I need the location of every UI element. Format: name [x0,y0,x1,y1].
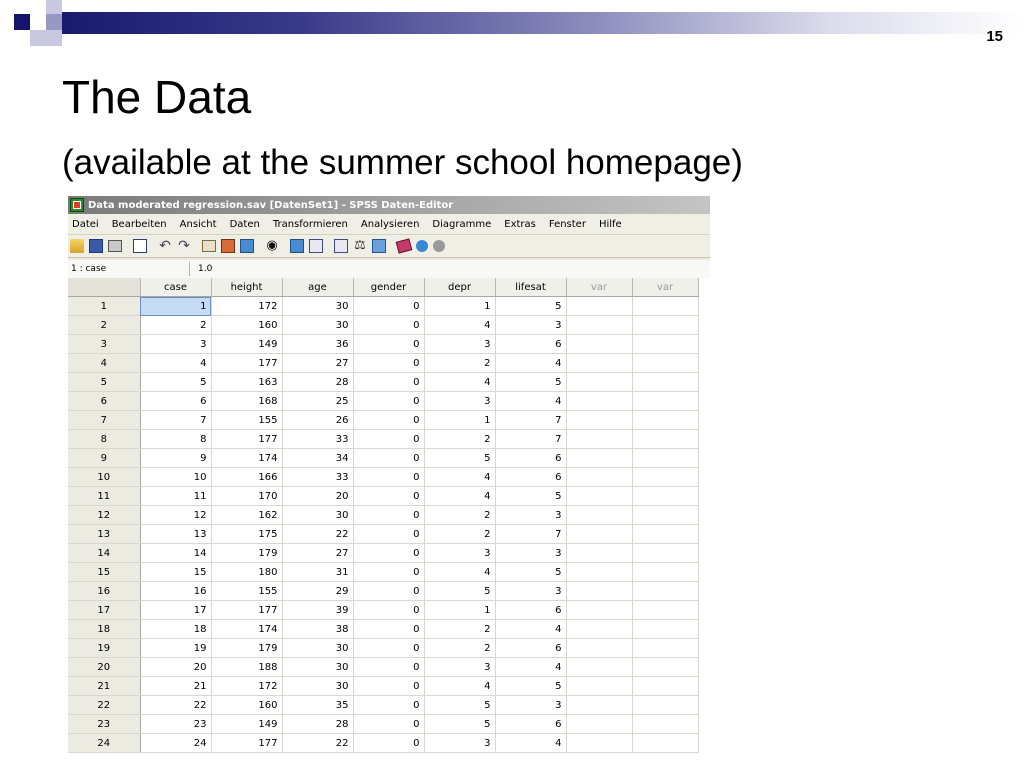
save-icon[interactable] [89,239,103,253]
data-cell[interactable]: 18 [140,620,211,639]
column-header-var[interactable]: var [632,278,698,297]
empty-var-cell[interactable] [632,468,698,487]
variables-icon[interactable] [221,239,235,253]
data-cell[interactable]: 27 [282,544,353,563]
data-cell[interactable]: 4 [140,354,211,373]
use-sets-icon[interactable] [396,238,413,253]
open-icon[interactable] [70,239,84,253]
data-cell[interactable]: 0 [353,316,424,335]
empty-var-cell[interactable] [632,354,698,373]
data-cell[interactable]: 5 [495,487,566,506]
data-cell[interactable]: 22 [140,696,211,715]
row-header[interactable]: 9 [68,449,140,468]
empty-var-cell[interactable] [566,487,632,506]
column-header-var[interactable]: var [566,278,632,297]
row-header[interactable]: 22 [68,696,140,715]
decor-square [46,30,62,46]
data-cell[interactable]: 7 [495,411,566,430]
menu-transformieren[interactable]: Transformieren [272,218,348,230]
data-cell[interactable]: 160 [211,316,282,335]
print-icon[interactable] [108,240,122,252]
row-header[interactable]: 16 [68,582,140,601]
data-cell[interactable]: 0 [353,449,424,468]
menu-hilfe[interactable]: Hilfe [598,218,622,230]
show-all-icon[interactable] [416,240,428,252]
column-header-age[interactable]: age [282,278,353,297]
split-file-icon[interactable] [309,239,323,253]
goto-case-icon[interactable] [202,240,216,252]
table-row [68,354,698,373]
empty-var-cell[interactable] [566,506,632,525]
data-cell[interactable]: 4 [424,487,495,506]
empty-var-cell[interactable] [566,677,632,696]
data-cell[interactable]: 3 [495,582,566,601]
row-header[interactable]: 21 [68,677,140,696]
row-header[interactable]: 15 [68,563,140,582]
column-header-row [68,278,698,297]
menu-diagramme[interactable]: Diagramme [432,218,492,230]
data-cell[interactable]: 0 [353,658,424,677]
column-header-case[interactable]: case [140,278,211,297]
empty-var-cell[interactable] [632,316,698,335]
data-cell[interactable]: 4 [495,392,566,411]
empty-var-cell[interactable] [632,677,698,696]
data-cell[interactable]: 0 [353,411,424,430]
table-row [68,715,698,734]
data-cell[interactable]: 4 [424,316,495,335]
data-cell[interactable]: 6 [495,335,566,354]
empty-var-cell[interactable] [632,715,698,734]
empty-var-cell[interactable] [566,658,632,677]
empty-var-cell[interactable] [566,392,632,411]
column-header-depr[interactable]: depr [424,278,495,297]
menu-bar [68,214,710,235]
data-cell[interactable]: 9 [140,449,211,468]
empty-var-cell[interactable] [632,430,698,449]
data-cell[interactable]: 0 [353,734,424,753]
data-cell[interactable]: 5 [424,582,495,601]
empty-var-cell[interactable] [632,563,698,582]
data-cell[interactable]: 0 [353,715,424,734]
data-cell[interactable]: 5 [495,563,566,582]
data-cell[interactable]: 174 [211,620,282,639]
data-cell[interactable]: 0 [353,620,424,639]
data-cell[interactable]: 3 [495,506,566,525]
data-cell[interactable]: 155 [211,582,282,601]
table-row [68,335,698,354]
data-cell[interactable]: 3 [424,392,495,411]
data-cell[interactable]: 30 [282,316,353,335]
data-cell[interactable]: 179 [211,544,282,563]
data-cell[interactable]: 2 [424,354,495,373]
data-cell[interactable]: 188 [211,658,282,677]
data-cell[interactable]: 6 [140,392,211,411]
empty-var-cell[interactable] [566,297,632,316]
table-row [68,734,698,753]
data-cell[interactable]: 20 [282,487,353,506]
empty-var-cell[interactable] [632,392,698,411]
data-cell[interactable]: 166 [211,468,282,487]
empty-var-cell[interactable] [566,601,632,620]
data-cell[interactable]: 17 [140,601,211,620]
menu-ansicht[interactable]: Ansicht [179,218,217,230]
row-header[interactable]: 19 [68,639,140,658]
empty-var-cell[interactable] [632,696,698,715]
data-cell[interactable]: 14 [140,544,211,563]
empty-var-cell[interactable] [566,639,632,658]
data-cell[interactable]: 30 [282,639,353,658]
data-cell[interactable]: 6 [495,601,566,620]
data-cell[interactable]: 6 [495,639,566,658]
data-cell[interactable]: 29 [282,582,353,601]
row-header[interactable]: 2 [68,316,140,335]
data-cell[interactable]: 3 [424,544,495,563]
data-cell[interactable]: 27 [282,354,353,373]
empty-var-cell[interactable] [566,373,632,392]
data-cell[interactable]: 28 [282,373,353,392]
column-header-lifesat[interactable]: lifesat [495,278,566,297]
dialog-recall-icon[interactable] [133,239,147,253]
row-header[interactable]: 3 [68,335,140,354]
data-cell[interactable]: 4 [424,563,495,582]
data-cell[interactable]: 36 [282,335,353,354]
data-cell[interactable]: 0 [353,354,424,373]
data-cell[interactable]: 0 [353,544,424,563]
data-cell[interactable]: 4 [495,354,566,373]
empty-var-cell[interactable] [632,639,698,658]
find-icon[interactable]: ◉ [266,238,278,253]
empty-var-cell[interactable] [566,468,632,487]
data-cell[interactable]: 5 [424,715,495,734]
row-header[interactable]: 8 [68,430,140,449]
column-header-height[interactable]: height [211,278,282,297]
empty-var-cell[interactable] [566,411,632,430]
data-cell[interactable]: 38 [282,620,353,639]
data-cell[interactable]: 0 [353,392,424,411]
data-cell[interactable]: 175 [211,525,282,544]
data-cell[interactable]: 0 [353,373,424,392]
show-all-variables-icon[interactable] [433,240,445,252]
data-cell[interactable]: 0 [353,563,424,582]
data-cell[interactable]: 30 [282,677,353,696]
data-cell[interactable]: 19 [140,639,211,658]
row-header[interactable]: 14 [68,544,140,563]
data-cell[interactable]: 172 [211,677,282,696]
table-row [68,297,698,316]
data-cell[interactable]: 1 [140,297,211,316]
empty-var-cell[interactable] [566,430,632,449]
empty-var-cell[interactable] [566,335,632,354]
data-cell[interactable]: 23 [140,715,211,734]
table-row [68,430,698,449]
data-cell[interactable]: 0 [353,297,424,316]
data-cell[interactable]: 0 [353,696,424,715]
table-row [68,544,698,563]
data-cell[interactable]: 3 [424,734,495,753]
empty-var-cell[interactable] [566,544,632,563]
menu-bearbeiten[interactable]: Bearbeiten [111,218,167,230]
data-cell[interactable]: 4 [424,373,495,392]
data-cell[interactable]: 31 [282,563,353,582]
empty-var-cell[interactable] [632,335,698,354]
data-cell[interactable]: 2 [140,316,211,335]
data-cell[interactable]: 6 [495,449,566,468]
data-cell[interactable]: 7 [495,525,566,544]
data-cell[interactable]: 174 [211,449,282,468]
data-cell[interactable]: 28 [282,715,353,734]
row-header[interactable]: 17 [68,601,140,620]
empty-var-cell[interactable] [566,525,632,544]
table-row [68,392,698,411]
spss-app-icon [70,198,84,212]
data-cell[interactable]: 149 [211,715,282,734]
data-cell[interactable]: 20 [140,658,211,677]
data-cell[interactable]: 7 [495,430,566,449]
data-cell[interactable]: 6 [495,715,566,734]
data-cell[interactable]: 2 [424,506,495,525]
data-cell[interactable]: 4 [424,677,495,696]
row-header[interactable]: 1 [68,297,140,316]
data-cell[interactable]: 12 [140,506,211,525]
data-cell[interactable]: 15 [140,563,211,582]
data-cell[interactable]: 39 [282,601,353,620]
data-cell[interactable]: 3 [495,316,566,335]
window-title: Data moderated regression.sav [DatenSet1] - SPSS Daten-Editor [88,199,454,211]
undo-icon[interactable]: ↶ [159,238,171,254]
data-grid [68,278,710,768]
cell-reference: 1 : case [68,262,190,276]
column-header-gender[interactable]: gender [353,278,424,297]
data-cell[interactable]: 0 [353,677,424,696]
data-cell[interactable]: 5 [424,696,495,715]
spss-data-editor-window [68,196,710,768]
weight-cases-icon[interactable] [334,239,348,253]
table-row [68,658,698,677]
empty-var-cell[interactable] [566,620,632,639]
data-cell[interactable]: 34 [282,449,353,468]
row-header[interactable]: 24 [68,734,140,753]
data-cell[interactable]: 4 [495,734,566,753]
data-cell[interactable]: 172 [211,297,282,316]
menu-fenster[interactable]: Fenster [548,218,586,230]
data-cell[interactable]: 25 [282,392,353,411]
data-cell[interactable]: 3 [424,335,495,354]
data-cell[interactable]: 180 [211,563,282,582]
data-cell[interactable]: 0 [353,601,424,620]
data-cell[interactable]: 33 [282,468,353,487]
empty-var-cell[interactable] [632,658,698,677]
data-cell[interactable]: 2 [424,430,495,449]
window-titlebar[interactable] [68,196,710,214]
data-cell[interactable]: 35 [282,696,353,715]
select-cases-icon[interactable]: ⚖ [354,238,366,253]
row-header[interactable]: 18 [68,620,140,639]
data-cell[interactable]: 4 [495,620,566,639]
data-cell[interactable]: 0 [353,430,424,449]
empty-var-cell[interactable] [632,449,698,468]
data-cell[interactable]: 7 [140,411,211,430]
data-cell[interactable]: 13 [140,525,211,544]
data-cell[interactable]: 0 [353,582,424,601]
table-row [68,449,698,468]
data-cell[interactable]: 0 [353,639,424,658]
table-row [68,696,698,715]
row-header[interactable]: 23 [68,715,140,734]
data-cell[interactable]: 0 [353,487,424,506]
data-cell[interactable]: 2 [424,639,495,658]
data-cell[interactable]: 0 [353,525,424,544]
row-header[interactable]: 6 [68,392,140,411]
table-row [68,639,698,658]
data-cell[interactable]: 22 [282,525,353,544]
value-labels-icon[interactable] [372,239,386,253]
empty-var-cell[interactable] [566,715,632,734]
cell-editor-bar [68,260,710,279]
data-cell[interactable]: 30 [282,297,353,316]
data-cell[interactable]: 5 [495,373,566,392]
empty-var-cell[interactable] [632,373,698,392]
data-cell[interactable]: 179 [211,639,282,658]
data-cell[interactable]: 0 [353,335,424,354]
menu-analysieren[interactable]: Analysieren [360,218,420,230]
toolbar [68,235,710,258]
table-row [68,487,698,506]
data-cell[interactable]: 1 [424,411,495,430]
data-cell[interactable]: 0 [353,468,424,487]
slide-subtitle: (available at the summer school homepage) [62,143,743,182]
data-cell[interactable]: 3 [495,696,566,715]
data-cell[interactable]: 26 [282,411,353,430]
data-cell[interactable]: 30 [282,506,353,525]
data-cell[interactable]: 5 [140,373,211,392]
data-table [68,278,699,753]
table-row [68,373,698,392]
empty-var-cell[interactable] [632,544,698,563]
insert-variable-icon[interactable] [290,239,304,253]
empty-var-cell[interactable] [632,582,698,601]
data-cell[interactable]: 1 [424,601,495,620]
data-cell[interactable]: 5 [495,677,566,696]
empty-var-cell[interactable] [566,563,632,582]
data-cell[interactable]: 3 [424,658,495,677]
empty-var-cell[interactable] [566,316,632,335]
data-cell[interactable]: 6 [495,468,566,487]
empty-var-cell[interactable] [632,411,698,430]
empty-var-cell[interactable] [566,354,632,373]
data-cell[interactable]: 33 [282,430,353,449]
data-cell[interactable]: 177 [211,430,282,449]
menu-datei[interactable]: Datei [72,218,99,230]
decor-square [30,30,46,46]
corner-cell[interactable] [68,278,140,297]
data-cell[interactable]: 2 [424,525,495,544]
table-row [68,582,698,601]
table-row [68,620,698,639]
decor-square [46,14,62,30]
data-cell[interactable]: 1 [424,297,495,316]
data-cell[interactable]: 3 [495,544,566,563]
slide-title: The Data [62,71,252,123]
decor-square [14,14,30,30]
data-cell[interactable]: 177 [211,601,282,620]
data-cell[interactable]: 10 [140,468,211,487]
menu-daten[interactable]: Daten [229,218,260,230]
row-header[interactable]: 12 [68,506,140,525]
empty-var-cell[interactable] [632,734,698,753]
data-cell[interactable]: 11 [140,487,211,506]
row-header[interactable]: 20 [68,658,140,677]
data-cell[interactable]: 5 [424,449,495,468]
table-row [68,506,698,525]
empty-var-cell[interactable] [632,525,698,544]
data-cell[interactable]: 24 [140,734,211,753]
empty-var-cell[interactable] [566,696,632,715]
table-row [68,525,698,544]
data-cell[interactable]: 4 [495,658,566,677]
menu-extras[interactable]: Extras [504,218,536,230]
row-header[interactable]: 13 [68,525,140,544]
data-cell[interactable]: 0 [353,506,424,525]
row-header[interactable]: 5 [68,373,140,392]
table-row [68,563,698,582]
cell-value-input[interactable]: 1.0 [198,264,213,274]
data-cell[interactable]: 155 [211,411,282,430]
empty-var-cell[interactable] [632,620,698,639]
data-cell[interactable]: 168 [211,392,282,411]
data-cell[interactable]: 149 [211,335,282,354]
empty-var-cell[interactable] [632,487,698,506]
data-cell[interactable]: 160 [211,696,282,715]
data-cell[interactable]: 162 [211,506,282,525]
data-cell[interactable]: 22 [282,734,353,753]
table-row [68,601,698,620]
data-cell[interactable]: 5 [495,297,566,316]
data-cell[interactable]: 16 [140,582,211,601]
empty-var-cell[interactable] [632,601,698,620]
row-header[interactable]: 7 [68,411,140,430]
row-header[interactable]: 11 [68,487,140,506]
row-header[interactable]: 10 [68,468,140,487]
table-row [68,677,698,696]
data-cell[interactable]: 170 [211,487,282,506]
data-cell[interactable]: 4 [424,468,495,487]
data-cell[interactable]: 177 [211,354,282,373]
slide-number: 15 [986,28,1003,45]
empty-var-cell[interactable] [632,297,698,316]
empty-var-cell[interactable] [566,582,632,601]
row-header[interactable]: 4 [68,354,140,373]
table-row [68,411,698,430]
data-cell[interactable]: 8 [140,430,211,449]
data-cell[interactable]: 177 [211,734,282,753]
data-cell[interactable]: 163 [211,373,282,392]
empty-var-cell[interactable] [566,449,632,468]
insert-case-icon[interactable] [240,239,254,253]
redo-icon[interactable]: ↷ [178,238,190,254]
data-cell[interactable]: 30 [282,658,353,677]
data-cell[interactable]: 3 [140,335,211,354]
header-gradient-bar [62,12,1024,34]
data-cell[interactable]: 2 [424,620,495,639]
table-row [68,316,698,335]
empty-var-cell[interactable] [566,734,632,753]
data-cell[interactable]: 21 [140,677,211,696]
empty-var-cell[interactable] [632,506,698,525]
table-row [68,468,698,487]
